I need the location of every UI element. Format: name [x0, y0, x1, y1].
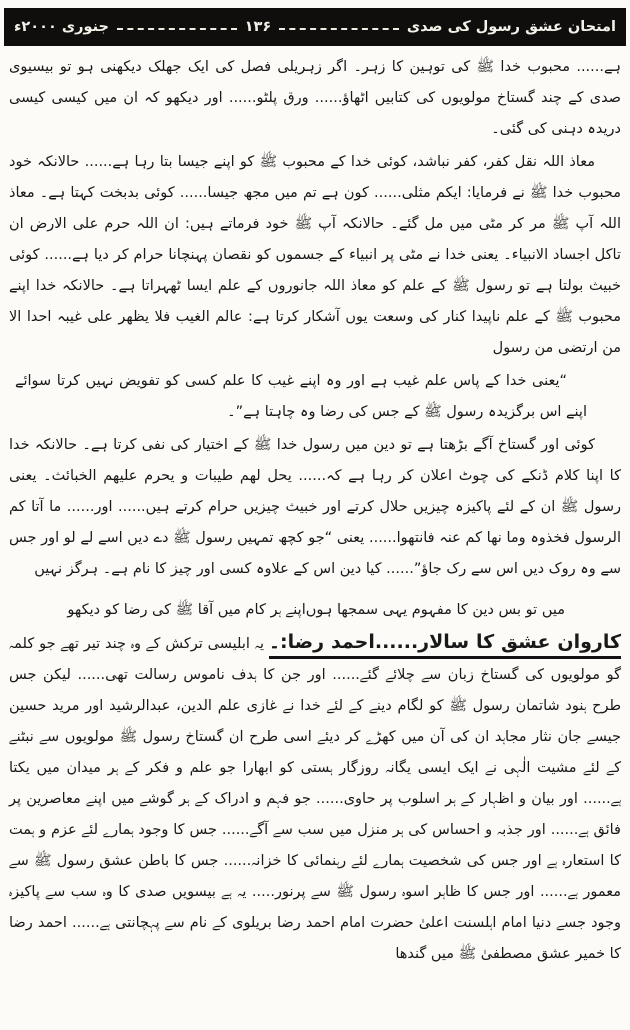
- running-header: [4, 8, 626, 46]
- section-karwan-e-ishq: [9, 627, 621, 970]
- couplet-first-hemistich: میں تو بس دین کا مفہوم یہی سمجھا ہوں: [305, 602, 565, 618]
- article-body: [9, 52, 621, 1024]
- paragraph-continuation: [9, 52, 621, 145]
- header-book-title: امتحان عشق رسول کی صدی: [406, 19, 616, 35]
- section-heading: کاروان عشق کا سالار......احمد رضا:۔: [269, 631, 621, 659]
- paragraph-text: “یعنی خدا کے پاس علم غیب ہے اور وہ اپنے غیب کا علم کسی کو تفویض نہیں کرتا سوائے اپنے اس برگزیدہ رسول ﷺ کے جس کی رضا وہ چاہتا ہے”۔: [15, 373, 587, 420]
- dashed-separator: [117, 28, 237, 30]
- paragraph-maazallah: [9, 147, 621, 364]
- quran-quote-arabic: عالم الغیب فلا یظھر علی غیبہ احدا الا من ارتضی من رسول: [9, 309, 621, 356]
- section-text: یہ ابلیسی ترکش کے وہ چند تیر تھے جو کلمہ گو مولویوں کی گستاخ زبان سے چلائے گئے...... اور جن کا ہدف ناموس رسالت تھی...... لیکن جس طرح ہنود شاتمان رسول ﷺ کو لگام دینے کے لئے خدا نے غازی علم الدین، عبدالرشید اور مرید حسین جیسے جان نثار مجاہد ان کی آن میں کھڑے کر دیئے اسی طرح ان گستاخ رسول ﷺ مولویوں سے نبٹنے کے لئے مشیت الٰہی نے ایک ایسی یگانہ روزگار ہستی کو ابھارا جو علم و فکر کے ہر میدان میں یکتا ہے...... اور بیان و اظہار کے ہر اسلوب پر حاوی...... جو فہم و ادراک کے ہر گوشے میں اپنے معاصرین پر فائق ہے...... اور جذبہ و احساس کی ہر منزل میں سب سے آگے...... جس کا وجود ہمارے لئے عزم و ہمت کا استعارہ ہے اور جس کی شخصیت ہمارے لئے رہنمائی کا خزانہ...... جس کا باطن عشق رسول ﷺ سے معمور ہے...... اور جس کا ظاہر اسوہ رسول ﷺ سے پرنور..... یہ ہے بیسویں صدی کا وہ سب سے پاکیزہ وجود جسے دنیا امام اہلسنت اعلیٰ حضرت امام احمد رضا بریلوی کے نام سے پہچانتی ہے...... احمد رضا کا خمیر عشق مصطفیٰ ﷺ میں گندھا: [9, 636, 621, 962]
- paragraph-text: کوئی اور گستاخ آگے بڑھتا ہے تو دین میں رسول خدا ﷺ کے اختیار کی نفی کرتا ہے۔ حالانکہ خدا کا اپنا کلام ڈنکے کی چوٹ اعلان کر رہا ہے کہ...... یحل لھم طیبات و یحرم علیھم الخبائث۔ یعنی رسول ﷺ ان کے لئے پاکیزہ چیزیں حلال کرتے اور خبیث چیزیں حرام کرتے ہیں...... اور...... ما آتا کم الرسول فخذوہ وما نھا کم عنہ فانتھوا...... یعنی “جو کچھ تمہیں رسول ﷺ دے دیں اسے لے لو اور جس سے وہ روک دیں اس سے رک جاؤ”...... کیا دین اس کے علاوہ کسی اور چیز کا نام ہے۔ ہرگز نہیں: [9, 437, 621, 577]
- paragraph-translation: [15, 366, 587, 428]
- paragraph-ikhtiyar: [9, 430, 621, 585]
- paragraph-text: ہے...... محبوب خدا ﷺ کی توہین کا زہر۔ اگر زہریلی فصل کی ایک جھلک دیکھنی ہو تو بیسیوی صدی کے چند گستاخ مولویوں کی کتابیں اٹھاؤ...... ورق پلٹو...... اور دیکھو کہ ان میں کیسی کیسی دریدہ دہنی کی گئی۔: [9, 59, 621, 137]
- paragraph-text: معاذ اللہ نقل کفر، کفر نباشد، کوئی خدا کے محبوب ﷺ کو اپنے جیسا بتا رہا ہے...... حالانکہ خود محبوب خدا ﷺ نے فرمایا: ایکم مثلی...... کون ہے تم میں مجھ جیسا...... کوئی بدبخت کہتا ہے۔ معاذ اللہ آپ ﷺ مر کر مٹی میں مل گئے۔ حالانکہ آپ ﷺ خود فرماتے ہیں: ان اللہ حرم علی الارض ان تاکل اجساد الانبیاء۔ یعنی خدا نے مٹی پر انبیاء کے جسموں کو نقصان پہنچانا حرام کر دیا ہے...... کوئی خبیث بولتا ہے تو رسول ﷺ کے علم کو معاذ اللہ جانوروں کے علم ایسا ٹھہراتا ہے۔ حالانکہ خدا اپنے محبوب ﷺ کے علم ناپیدا کنار کی وسعت یوں آشکار کرتا ہے:: [9, 154, 622, 325]
- couplet-second-hemistich: اپنے ہر کام میں آقا ﷺ کی رضا کو دیکھو: [67, 602, 306, 618]
- poetry-couplet: [9, 587, 621, 627]
- dashed-separator: [279, 28, 399, 30]
- page-number: ۱۳۶: [244, 19, 272, 35]
- issue-date: جنوری ۲۰۰۰ء: [13, 19, 109, 35]
